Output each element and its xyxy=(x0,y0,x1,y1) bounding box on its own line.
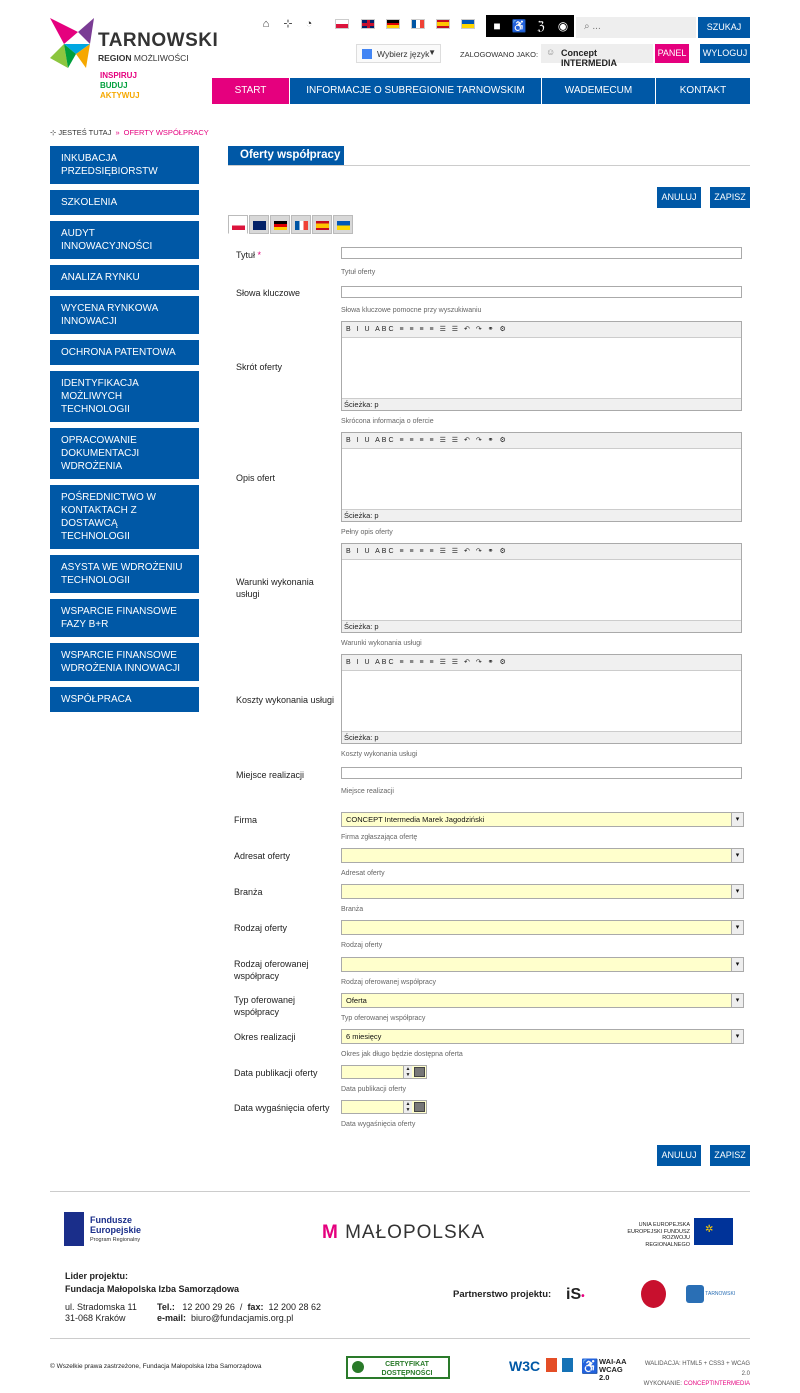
title-divider xyxy=(228,165,750,166)
company-select[interactable]: CONCEPT Intermedia Marek Jagodziński ▾ xyxy=(341,812,744,827)
sidebar-item[interactable]: WSPARCIE FINANSOWE FAZY B+R xyxy=(50,599,199,637)
tarnow-crest-icon[interactable] xyxy=(641,1280,666,1308)
tab-pl[interactable] xyxy=(228,215,248,234)
costs-editor[interactable] xyxy=(341,654,742,744)
sidebar xyxy=(50,146,199,718)
klaster-logo[interactable]: TARNOWSKI xyxy=(686,1285,736,1307)
sidebar-item[interactable]: IDENTYFIKACJA MOŻLIWYCH TECHNOLOGII xyxy=(50,371,199,422)
summary-label: Skrót oferty xyxy=(236,362,283,372)
sidebar-item[interactable]: OCHRONA PATENTOWA xyxy=(50,340,199,365)
chevron-down-icon: ▼ xyxy=(428,48,436,57)
summary-hint: Skrócona informacja o ofercie xyxy=(341,418,434,425)
keywords-hint: Słowa kluczowe pomocne przy wyszukiwaniu xyxy=(341,307,482,314)
sidebar-item[interactable]: ASYSTA WE WDROŻENIU TECHNOLOGII xyxy=(50,555,199,593)
editor-toolbar[interactable]: B I U ABC ≡ ≡ ≡ ≡ ☰ ☰ ↶ ↷ ⚭ ⚙ xyxy=(342,433,741,449)
breadcrumb-label: JESTEŚ TUTAJ xyxy=(58,128,112,137)
conditions-editor[interactable] xyxy=(341,543,742,633)
publish-date-hint: Data publikacji oferty xyxy=(341,1086,406,1093)
cooperation-kind-label: Rodzaj oferowanej współpracy xyxy=(234,959,309,981)
editor-path: Ścieżka: p xyxy=(342,731,741,743)
fe-logo[interactable]: Fundusze Europejskie Program Regionalny xyxy=(64,1212,154,1248)
cooperation-type-label: Typ oferowanej współpracy xyxy=(234,995,296,1017)
keywords-input[interactable] xyxy=(341,286,742,298)
flag-gb-icon xyxy=(253,221,266,230)
place-label: Miejsce realizacji xyxy=(236,770,305,780)
chevron-down-icon: ▾ xyxy=(731,958,743,971)
description-editor[interactable] xyxy=(341,432,742,522)
editor-toolbar[interactable]: B I U ABC ≡ ≡ ≡ ≡ ☰ ☰ ↶ ↷ ⚭ ⚙ xyxy=(342,655,741,671)
slogan-3: AKTYWUJ xyxy=(100,91,140,100)
sidebar-item[interactable]: POŚREDNICTWO W KONTAKTACH Z DOSTAWCĄ TECHNOLOGII xyxy=(50,485,199,549)
sitemap-icon[interactable]: ⊹ xyxy=(283,18,293,30)
chevron-down-icon: ▾ xyxy=(731,994,743,1007)
user-icon: ☺ xyxy=(546,47,556,57)
cooperation-type-hint: Typ oferowanej współpracy xyxy=(341,1015,426,1022)
eu-flag-icon: ✲ xyxy=(694,1218,733,1245)
editor-toolbar[interactable]: B I U ABC ≡ ≡ ≡ ≡ ☰ ☰ ↶ ↷ ⚭ ⚙ xyxy=(342,544,741,560)
nav-wademecum[interactable]: WADEMECUM xyxy=(542,78,656,104)
tab-fr[interactable] xyxy=(291,215,311,234)
rss-icon[interactable]: ◔ xyxy=(305,18,313,30)
editor-toolbar[interactable]: B I U ABC ≡ ≡ ≡ ≡ ☰ ☰ ↶ ↷ ⚭ ⚙ xyxy=(342,322,741,338)
ue-text: UNIA EUROPEJSKA EUROPEJSKI FUNDUSZ ROZWOJU REGIONALNEGO xyxy=(627,1222,690,1248)
conditions-label: Warunki wykonania usługi xyxy=(236,577,314,599)
tab-gb[interactable] xyxy=(249,215,269,234)
nav-informacje[interactable]: INFORMACJE O SUBREGIONIE TARNOWSKIM xyxy=(290,78,542,104)
page-title: Oferty współpracy xyxy=(228,146,344,166)
logged-as-label: ZALOGOWANO JAKO: xyxy=(460,50,539,59)
accessibility-certificate[interactable]: CERTYFIKAT DOSTĘPNOŚCI xyxy=(346,1356,450,1379)
wai-badge[interactable]: WAI-AA WCAG 2.0 xyxy=(599,1357,627,1382)
editor-path: Ścieżka: p xyxy=(342,398,741,410)
publish-date-label: Data publikacji oferty xyxy=(234,1068,318,1078)
spinner-icon[interactable]: ▲ ▼ xyxy=(403,1101,412,1113)
phone: Tel.: 12 200 29 26 / fax: 12 200 28 62 xyxy=(157,1302,322,1312)
conditions-hint: Warunki wykonania usługi xyxy=(341,640,422,647)
period-label: Okres realizacji xyxy=(234,1032,296,1042)
publish-date-input[interactable] xyxy=(341,1065,427,1079)
logo-title: TARNOWSKI xyxy=(98,30,219,51)
tab-es[interactable] xyxy=(312,215,332,234)
save-button-top[interactable]: ZAPISZ xyxy=(710,187,750,208)
company-hint: Firma zgłaszająca ofertę xyxy=(341,834,418,841)
chevron-down-icon: ▾ xyxy=(731,885,743,898)
cancel-button-top[interactable]: ANULUJ xyxy=(657,187,701,208)
validation-info: WALIDACJA: HTML5 + CSS3 + WCAG 2.0 WYKONANIE: CONCEPTINTERMEDIA xyxy=(643,1361,750,1387)
wheelchair-icon: ♿ xyxy=(581,1358,599,1374)
editor-path: Ścieżka: p xyxy=(342,509,741,521)
eu-star-icon xyxy=(64,1212,84,1246)
breadcrumb-current[interactable]: OFERTY WSPÓŁPRACY xyxy=(123,128,209,137)
home-icon[interactable]: ⌂ xyxy=(262,18,270,30)
expiry-date-input[interactable] xyxy=(341,1100,427,1114)
leader-label: Lider projektu: xyxy=(65,1271,129,1281)
industry-hint: Branża xyxy=(341,906,364,913)
offer-type-label: Rodzaj oferty xyxy=(234,923,288,933)
css3-icon[interactable] xyxy=(562,1358,573,1372)
calendar-icon[interactable] xyxy=(414,1067,425,1077)
google-icon xyxy=(362,49,372,59)
flag-es-icon xyxy=(316,221,329,230)
sidebar-item[interactable]: INKUBACJA PRZEDSIĘBIORSTW xyxy=(50,146,199,184)
tab-de[interactable] xyxy=(270,215,290,234)
partners-label: Partnerstwo projektu: xyxy=(453,1289,552,1300)
flag-fr-icon[interactable] xyxy=(411,19,425,29)
title-label: Tytuł * xyxy=(236,250,262,260)
sidebar-item[interactable]: SZKOLENIA xyxy=(50,190,199,215)
recipient-hint: Adresat oferty xyxy=(341,870,385,877)
flag-gb-icon[interactable] xyxy=(361,19,375,29)
malopolska-mark-icon: M xyxy=(322,1222,346,1243)
description-label: Opis ofert xyxy=(236,473,276,483)
w3c-icon[interactable]: W3C xyxy=(509,1358,541,1374)
expiry-date-label: Data wygaśnięcia oferty xyxy=(234,1103,330,1113)
summary-editor[interactable] xyxy=(341,321,742,411)
logout-button[interactable]: WYLOGUJ xyxy=(700,44,750,63)
flag-pl-icon[interactable] xyxy=(335,19,349,29)
footer-divider-2 xyxy=(50,1338,750,1339)
slogan-2: BUDUJ xyxy=(100,81,128,90)
period-select[interactable]: 6 miesięcy ▾ xyxy=(341,1029,744,1044)
search-input[interactable]: ⌕ ... xyxy=(576,17,696,38)
offer-type-hint: Rodzaj oferty xyxy=(341,942,383,949)
user-name: ☺ Concept INTERMEDIA xyxy=(541,44,653,63)
chevron-down-icon: ▾ xyxy=(731,1030,743,1043)
flag-de-icon xyxy=(274,221,287,230)
tab-ua[interactable] xyxy=(333,215,353,234)
language-select[interactable]: Wybierz język ▼ xyxy=(356,44,441,63)
flag-ua-icon xyxy=(337,221,350,230)
description-hint: Pełny opis oferty xyxy=(341,529,393,536)
certificate-seal-icon xyxy=(352,1361,364,1373)
sidebar-item[interactable]: OPRACOWANIE DOKUMENTACJI WDROŻENIA xyxy=(50,428,199,479)
email[interactable]: e-mail: biuro@fundacjamis.org.pl xyxy=(157,1313,294,1323)
contrast-icon[interactable]: ■ xyxy=(486,15,508,37)
address-line2: 31-068 Kraków xyxy=(65,1313,126,1323)
flag-es-icon[interactable] xyxy=(436,19,450,29)
chevron-down-icon: ▾ xyxy=(731,813,743,826)
eye-icon[interactable]: ◉ xyxy=(552,15,574,37)
flag-fr-icon xyxy=(295,221,308,230)
recipient-label: Adresat oferty xyxy=(234,851,291,861)
cooperation-kind-select[interactable] xyxy=(341,957,744,972)
nav-kontakt[interactable]: KONTAKT xyxy=(656,78,750,104)
logo-subtitle: REGION MOŻLIWOŚCI xyxy=(98,53,189,63)
nav-start[interactable]: START xyxy=(212,78,290,104)
sidebar-item[interactable]: AUDYT INNOWACYJNOŚCI xyxy=(50,221,199,259)
malopolska-logo[interactable]: M MAŁOPOLSKA xyxy=(322,1222,485,1243)
industry-select[interactable] xyxy=(341,884,744,899)
costs-label: Koszty wykonania usługi xyxy=(236,695,335,705)
sidebar-item[interactable]: WYCENA RYNKOWA INNOWACJI xyxy=(50,296,199,334)
save-button-bottom[interactable]: ZAPISZ xyxy=(710,1145,750,1166)
recipient-select[interactable] xyxy=(341,848,744,863)
cooperation-kind-hint: Rodzaj oferowanej współpracy xyxy=(341,979,436,986)
editor-path: Ścieżka: p xyxy=(342,620,741,632)
costs-hint: Koszty wykonania usługi xyxy=(341,751,418,758)
place-input[interactable] xyxy=(341,767,742,779)
copyright: © Wszelkie prawa zastrzeżone, Fundacja Małopolska Izba Samorządowa xyxy=(50,1363,262,1370)
industry-label: Branża xyxy=(234,887,263,897)
chevron-down-icon: ▾ xyxy=(731,921,743,934)
search-icon: ⌕ xyxy=(584,21,593,32)
spinner-icon[interactable]: ▲ ▼ xyxy=(403,1066,412,1078)
address-line1: ul. Stradomska 11 xyxy=(65,1302,137,1312)
sidebar-item[interactable]: WSPÓŁPRACA xyxy=(50,687,199,712)
chevron-down-icon: ▾ xyxy=(731,849,743,862)
flag-ua-icon[interactable] xyxy=(461,19,475,29)
language-tabs xyxy=(228,215,353,234)
sitemap-icon: ⊹ xyxy=(50,128,59,137)
cancel-button-bottom[interactable]: ANULUJ xyxy=(657,1145,701,1166)
company-label: Firma xyxy=(234,815,257,825)
html5-icon[interactable] xyxy=(546,1358,557,1372)
search-button[interactable]: SZUKAJ xyxy=(698,17,750,38)
made-by-link[interactable]: CONCEPTINTERMEDIA xyxy=(683,1381,750,1387)
expiry-date-hint: Data wygaśnięcia oferty xyxy=(341,1121,416,1128)
panel-button[interactable]: PANEL xyxy=(655,44,689,63)
main-nav xyxy=(212,78,750,104)
cooperation-type-select[interactable]: Oferta ▾ xyxy=(341,993,744,1008)
place-hint: Miejsce realizacji xyxy=(341,788,394,795)
footer-divider xyxy=(50,1191,750,1192)
wheelchair-icon[interactable]: ♿ xyxy=(508,15,530,37)
breadcrumb: ⊹ JESTEŚ TUTAJ » OFERTY WSPÓŁPRACY xyxy=(50,128,209,137)
logo-mark[interactable] xyxy=(50,18,96,70)
hearing-icon[interactable]: ℨ xyxy=(530,15,552,37)
keywords-label: Słowa kluczowe xyxy=(236,288,301,298)
flag-pl-icon xyxy=(232,221,245,230)
slogan-1: INSPIRUJ xyxy=(100,71,137,80)
mis-logo[interactable]: iS• xyxy=(566,1286,585,1303)
flag-de-icon[interactable] xyxy=(386,19,400,29)
sidebar-item[interactable]: ANALIZA RYNKU xyxy=(50,265,199,290)
title-hint: Tytuł oferty xyxy=(341,269,376,276)
period-hint: Okres jak długo będzie dostępna oferta xyxy=(341,1051,463,1058)
sidebar-item[interactable]: WSPARCIE FINANSOWE WDROŻENIA INNOWACJI xyxy=(50,643,199,681)
title-input[interactable] xyxy=(341,247,742,259)
leader-name: Fundacja Małopolska Izba Samorządowa xyxy=(65,1284,240,1294)
calendar-icon[interactable] xyxy=(414,1102,425,1112)
offer-type-select[interactable] xyxy=(341,920,744,935)
